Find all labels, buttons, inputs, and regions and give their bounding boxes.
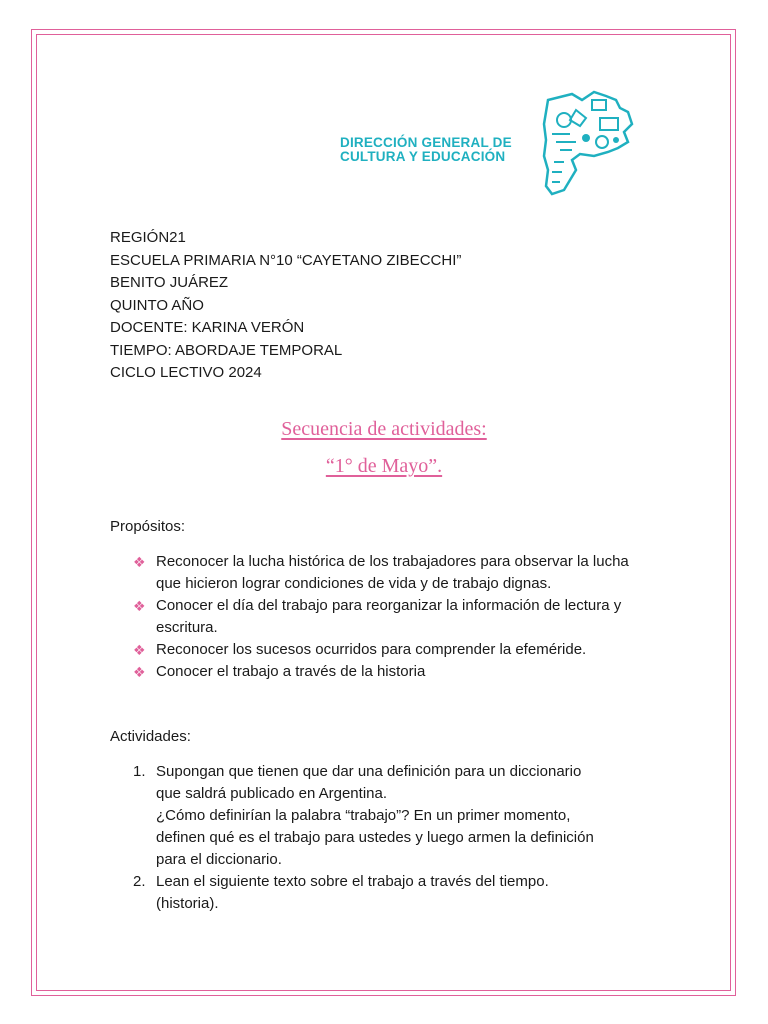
document-subtitle: “1° de Mayo”. bbox=[325, 455, 443, 477]
list-item bbox=[133, 761, 653, 871]
actividades-list bbox=[133, 761, 653, 915]
list-item bbox=[133, 551, 653, 595]
list-item bbox=[133, 661, 653, 683]
city-text: BENITO JUÁREZ bbox=[110, 274, 229, 291]
grade-text: QUINTO AÑO bbox=[110, 296, 204, 314]
list-item bbox=[133, 871, 653, 915]
diamond-bullet-icon: ❖ bbox=[133, 554, 146, 570]
region-text: REGIÓN21 bbox=[110, 229, 186, 246]
diamond-bullet-icon: ❖ bbox=[133, 664, 146, 680]
proposito-text: Conocer el trabajo a través de la historia bbox=[156, 663, 426, 680]
teacher-text: DOCENTE: KARINA VERÓN bbox=[110, 319, 305, 336]
document-title: Secuencia de actividades: bbox=[281, 418, 487, 440]
organization-name bbox=[340, 136, 512, 164]
proposito-text: Reconocer la lucha histórica de los trabajadores para observar la lucha que hicieron lograr condiciones de vida y de trabajo dignas. bbox=[156, 553, 629, 592]
cycle-text: CICLO LECTIVO 2024 bbox=[110, 364, 262, 381]
actividad-line: (historia). bbox=[156, 895, 219, 912]
time-text: TIEMPO: ABORDAJE TEMPORAL bbox=[110, 341, 343, 359]
province-map-logo-icon bbox=[542, 90, 634, 196]
actividad-line: ¿Cómo definirían la palabra “trabajo”? En un primer momento, bbox=[156, 807, 571, 824]
school-info bbox=[110, 227, 461, 385]
diamond-bullet-icon: ❖ bbox=[133, 598, 146, 614]
list-item bbox=[133, 595, 653, 639]
list-item bbox=[133, 639, 653, 661]
item-number: 1. bbox=[133, 763, 146, 780]
diamond-bullet-icon: ❖ bbox=[133, 642, 146, 658]
organization-name-line1: DIRECCIÓN GENERAL DE bbox=[340, 135, 512, 150]
actividad-line: definen qué es el trabajo para ustedes y luego armen la definición bbox=[156, 829, 594, 846]
actividad-line: Supongan que tienen que dar una definición para un diccionario bbox=[156, 763, 582, 780]
actividad-line: para el diccionario. bbox=[156, 851, 282, 868]
proposito-text: Reconocer los sucesos ocurridos para comprender la efeméride. bbox=[156, 641, 587, 658]
actividades-heading: Actividades: bbox=[110, 728, 191, 745]
propositos-heading: Propósitos: bbox=[110, 518, 186, 535]
proposito-text: Conocer el día del trabajo para reorganizar la información de lectura y escritura. bbox=[156, 597, 622, 636]
actividad-line: que saldrá publicado en Argentina. bbox=[156, 785, 388, 802]
school-name-text: ESCUELA PRIMARIA N°10 “CAYETANO ZIBECCHI” bbox=[110, 251, 462, 269]
actividad-line: Lean el siguiente texto sobre el trabajo a través del tiempo. bbox=[156, 873, 549, 890]
propositos-list bbox=[133, 551, 653, 683]
item-number: 2. bbox=[133, 873, 146, 890]
organization-name-line2: CULTURA Y EDUCACIÓN bbox=[340, 149, 506, 164]
